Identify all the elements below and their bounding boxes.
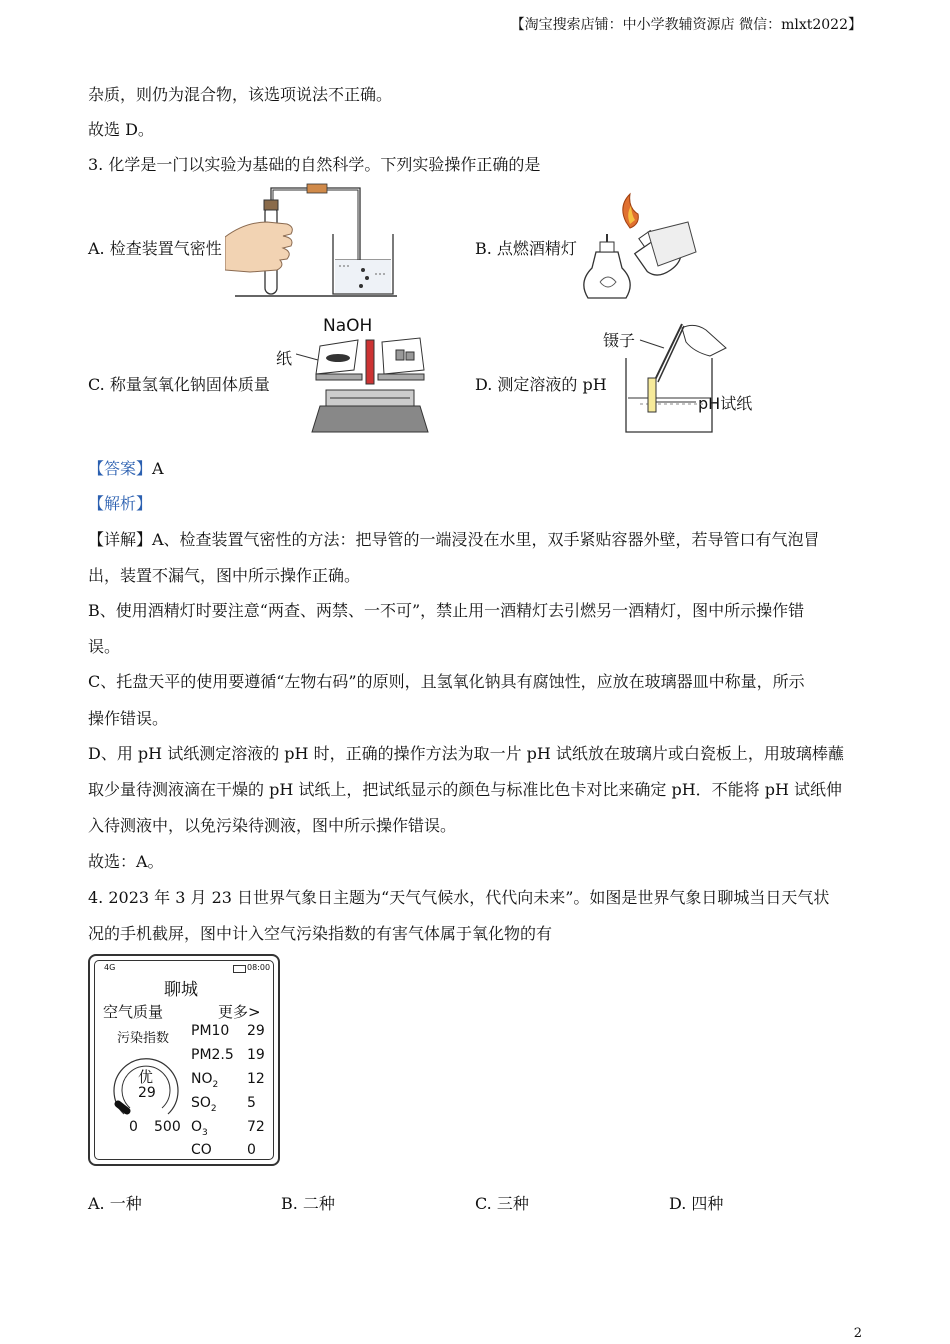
- q3-option-c: C. 称量氢氧化钠固体质量: [88, 375, 270, 394]
- pollutant-name: $SO_2$: [191, 1095, 217, 1114]
- ph-test-figure: [620, 318, 730, 436]
- q3-option-b: B. 点燃酒精灯: [475, 239, 577, 258]
- q4-stem-line1: 4. 2023 年 3 月 23 日世界气象日主题为“天气气候水，代代向未来”。如图是世界气象日聊城当日天气状: [88, 888, 830, 907]
- q3-option-a: A. 检查装置气密性: [88, 239, 222, 258]
- answer-value: A: [152, 459, 164, 478]
- pollutant-value: 12: [247, 1071, 265, 1087]
- tweezers-label: 镊子: [603, 331, 636, 350]
- airtightness-check-figure: [225, 182, 400, 300]
- q4-option-d: D. 四种: [669, 1194, 724, 1213]
- q3-stem: 3. 化学是一门以实验为基础的自然科学。下列实验操作正确的是: [88, 155, 541, 174]
- paper-label: 纸: [276, 349, 293, 368]
- pollutant-value: 19: [247, 1047, 265, 1063]
- q4-option-c: C. 三种: [475, 1194, 529, 1213]
- detail-line: 入待测液中，以免污染待测液，图中所示操作错误。: [88, 816, 457, 835]
- signal-indicator: 4G: [104, 963, 116, 972]
- prev-answer-line: 故选 D。: [88, 120, 154, 139]
- pollution-index-label: 污染指数: [117, 1031, 170, 1046]
- naoh-label: NaOH: [323, 316, 373, 336]
- more-link[interactable]: 更多>: [218, 1003, 261, 1021]
- pollutant-name: PM2.5: [191, 1047, 234, 1063]
- detail-line: 故选：A。: [88, 852, 164, 871]
- q4-option-a: A. 一种: [88, 1194, 142, 1213]
- clock: 08:00: [247, 963, 271, 972]
- q4-option-b: B. 二种: [281, 1194, 335, 1213]
- pollutant-value: 72: [247, 1119, 265, 1135]
- analysis-label: 【解析】: [88, 494, 153, 513]
- balance-figure: [296, 336, 444, 436]
- pollutant-value: 5: [247, 1095, 256, 1111]
- detail-line: 【详解】A、检查装置气密性的方法：把导管的一端浸没在水里，双手紧贴容器外壁，若导管口有气泡冒: [88, 530, 820, 549]
- scale-max: 500: [154, 1119, 181, 1135]
- pollutant-value: 0: [247, 1142, 256, 1158]
- pollutant-name: $O_3$: [191, 1119, 208, 1138]
- pollutant-name: $NO_2$: [191, 1071, 219, 1090]
- page-number: 2: [853, 1326, 862, 1341]
- answer-label: [88, 456, 164, 479]
- detail-line: D、用 pH 试纸测定溶液的 pH 时，正确的操作方法为取一片 pH 试纸放在玻璃片或白瓷板上，用玻璃棒蘸: [88, 744, 844, 763]
- battery-icon: [233, 965, 246, 973]
- ph-paper-label: pH试纸: [698, 394, 753, 413]
- aqi-level: 优: [138, 1068, 154, 1086]
- detail-line: 误。: [88, 637, 121, 656]
- pollutant-value: 29: [247, 1023, 265, 1039]
- detail-line: 操作错误。: [88, 709, 169, 728]
- page-header: 【淘宝搜索店铺：中小学教辅资源店 微信：mlxt2022】: [510, 17, 862, 33]
- air-quality-title: 空气质量: [103, 1003, 164, 1021]
- detail-line: B、使用酒精灯时要注意“两查、两禁、一不可”，禁止用一酒精灯去引燃另一酒精灯，图中所示操作错: [88, 601, 805, 620]
- prev-text-line: 杂质，则仍为混合物，该选项说法不正确。: [88, 85, 393, 104]
- city-name: 聊城: [164, 980, 198, 1000]
- answer-tag: 【答案】: [88, 459, 153, 478]
- detail-line: 出，装置不漏气，图中所示操作正确。: [88, 566, 361, 585]
- pollutant-name: CO: [191, 1142, 212, 1158]
- scale-min: 0: [129, 1119, 138, 1135]
- alcohol-lamp-figure: [578, 192, 700, 304]
- pollutant-name: PM10: [191, 1023, 230, 1039]
- detail-line: 取少量待测液滴在干燥的 pH 试纸上，把试纸显示的颜色与标准比色卡对比来确定 pH．不能将 pH 试纸伸: [88, 780, 843, 799]
- aqi-value: 29: [138, 1085, 156, 1101]
- q4-stem-line2: 况的手机截屏，图中计入空气污染指数的有害气体属于氧化物的有: [88, 924, 553, 943]
- detail-line: C、托盘天平的使用要遵循“左物右码”的原则，且氢氧化钠具有腐蚀性，应放在玻璃器皿中称量，所示: [88, 672, 805, 691]
- q3-option-d: D. 测定溶液的 pH: [475, 375, 607, 394]
